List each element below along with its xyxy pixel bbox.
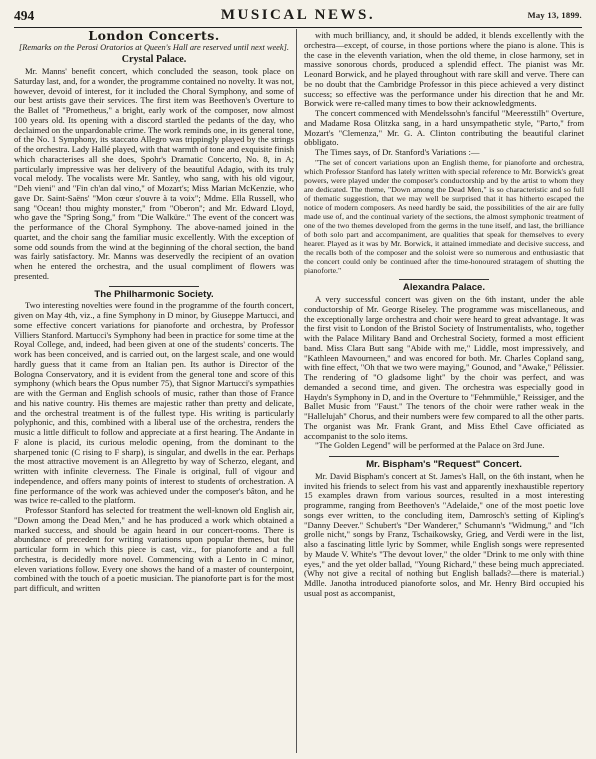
publication-title: MUSICAL NEWS. — [220, 7, 376, 23]
section-divider — [329, 456, 559, 457]
left-column — [14, 28, 294, 594]
bispham-heading: Mr. Bispham's "Request" Concert. — [366, 459, 522, 471]
times-quotation: "The set of concert variations upon an English theme, for pianoforte and orchestra, which Professor Stanford has lately written with special reference to Mr. Borwick's great powers, were played under the composer's conductorship and by the artist to whom they are dedicated. The theme, "Down among the Dead Men," is so characteristic and so full of thematic suggestion, that we may well be surprised that it has hitherto escaped the notice of modern composers. As need hardly be said, the possibilities of the air are fully made use of, and the continual variety of the sections, the almost symphonic treatment of one of the two themes developed from the germs in the tune itself, and last, the brilliance of both solo part and accompaniment, are qualities that speak for themselves to every hearer. Played as it was by Mr. Borwick, it attained immediate and decisive success, and the recalls both of the composer and the soloist were so numerous and enthusiastic that the concert could only be continued after the time-honoured stratagem of shutting the pianoforte." — [304, 157, 584, 276]
section-title: London Concerts. — [88, 28, 220, 43]
running-header — [14, 7, 582, 27]
bispham-paragraph: Mr. David Bispham's concert at St. James's Hall, on the 6th instant, when he invited his friends to select from his vast and apparently inexhaustible repertory 15 examples drawn from various sources, resulted in a most interesting programme, ranging from Beethoven's "Adelaide," one of the most poetic love songs ever written, to the concluding item, Damrosch's setting of Kipling's "Danny Deever." Schubert's "Der Wanderer," Schumann's "Widmung," and "Ich grolle nicht," songs by Franz, Tschaikowsky, Grieg, and Verdi were in the list, also a fascinating little lyric by Sommer, while English songs were represented by Maude V. White's "The devout lover," the older "Drink to me only with thine eyes," and the yet older ballad, "Young Richard," these being much appreciated. (Why not give a recital of nothing but English ballads?—there is material.) Mdlle. Janotha introduced pianoforte solos, and Mr. Henry Bird occupied his usual post as accompanist, — [304, 470, 584, 598]
section-divider — [399, 279, 489, 280]
philharmonic-paragraph-1: Two interesting novelties were found in the programme of the fourth concert, given on May 4th, viz., a fine Symphony in D minor, by Giuseppe Martucci, and some effective concert variations for pianoforte and orchestra, by Professor Villiers Stanford. Martucci's Symphony had been in practice for some time at the Royal College, and, indeed, had been given at one of the students' concerts. The work has been conceived, and is carried out, on the largest scale, and one would hardly guess that it came from an Italian pen. Its author is Director of the Bologna Conservatory, and it is evident from the general tone and score of this symphony (which bears the Opus number 75), that Signor Martucci's sympathies are with the German and English schools of music, rather than those of France and his native country. His themes are majestic rather than pretty and delicate, and the orchestral treatment is of the fullest type. His writing is particularly polyphonic, and this, combined with a liberal use of the orchestra, renders the music a little difficult to follow and appreciate at a first hearing. The Andante in F alone is placid, its curious melodic opening, from the dominant to the sharpened tonic (C rising to F sharp), is singular, and dwells in the ear. Perhaps the most attractive movement is an Allegretto by way of Scherzo, elegant, and written with infinite cleverness. The Finale is original, full of vigour and independence, and offers many points of interest to students of orchestration. A fine performance of the work was achieved under the composer's bâton, and he was twice re-called to the platform. — [14, 300, 294, 506]
stanford-paragraph-continued: with much brilliancy, and, it should be added, it blends excellently with the orchestra—except, of course, in those portions where the piano is alone. This is the case in the eleventh variation, when the old theme, in close harmony, set in massive sonorous chords, produced a splendid effect. The pianist was Mr. Leonard Borwick, and he played throughout with rare skill and verve. There can be no doubt that the Cambridge Professor in this piece achieved a very distinct success; so effective was the performance under his direction that he and Mr. Borwick were re-called many times to bow their acknowledgments. — [304, 30, 584, 109]
times-intro: The Times says, of Dr. Stanford's Variations :— — [315, 147, 480, 157]
alexandra-palace-heading: Alexandra Palace. — [402, 282, 486, 294]
philharmonic-heading: The Philharmonic Society. — [94, 288, 214, 300]
alexandra-paragraph-2: "The Golden Legend" will be performed at the Palace on 3rd June. — [315, 440, 545, 451]
page-number: 494 — [14, 8, 35, 23]
crystal-palace-heading: Crystal Palace. — [121, 54, 187, 66]
crystal-palace-body: Mr. Manns' benefit concert, which concluded the season, took place on Saturday last, and, for a wonder, the programme contained no novelty. It was not, however, devoid of interest, for it included the Choral Symphony, and some of our best artists gave their services. The first item was Beethoven's Overture to the Ballet of "Prometheus," a bright, early work of the composer, now almost 100 years old. Its opening with a discord startled the pedants of the day, who declaimed on the unpardonable crime. The work reminds one, in its general tone, of the No. 1 Symphony, its staccato Allegro was trippingly played by the strings of the orchestra. Lady Hallé played, with that warmth of tone and exquisite finish which characterises all she does, Spohr's Dramatic Concerto, No. 8, in A; particularly impressive was her delivery of the beautiful Adagio, with its truly vocal melody. The vocalists were Mr. Santley, who sang, with his old vigour, "Deh vieni" and "Fin ch'an dal vino," of Mozart's; Miss Marian McKenzie, who gave Dr. Saint-Saëns' "Mon cœur s'ouvre à ta voix"; Mdme. Ella Russell, who sang "Ocean! thou mighty monster," from "Oberon"; and Mr. Edward Lloyd, who gave the "Spring Song," from "Die Walküre." The event of the concert was the performance of the Choral Symphony. The above-named joined in the quartet, and the choir sang the familiar music excellently. With the exception of some odd sounds from the wind at the beginning of the choral section, the band was fairly satisfactory. Mr. Manns was deservedly the recipient of an ovation when he entered the orchestra, and the usual compliment of flowers was presented. — [14, 66, 294, 281]
section-divider — [109, 286, 199, 287]
mendelssohn-paragraph: The concert commenced with Mendelssohn's fanciful "Meeresstilh" Overture, and Madame Rosa Olitzka sang, in a hard unsympathetic style, "Parto," from Mozart's "Clemenza," Mr. G. A. Clinton contributing the beautiful clarinet obbligato. — [304, 108, 584, 148]
editorial-note: [Remarks on the Perosi Oratorios at Queen's Hall are reserved until next week]. — [19, 42, 289, 52]
column-divider — [296, 29, 297, 753]
issue-date: May 13, 1899. — [527, 10, 582, 20]
philharmonic-paragraph-2: Professor Stanford has selected for treatment the well-known old English air, "Down among the Dead Men," and he has produced a work which obtained a marked success, and should be again heard in our concert-rooms. There is abundance of precedent for writing variations upon popular themes, but the particular form in which this piece is cast, viz., for pianoforte and a full orchestra, is decidedly more novel. Commencing with a Lento in C minor, eleven variations follow. Every one shows the hand of a master of counterpoint, combined with the touch of a poetic musician. The pianoforte part is for the most part difficult, and written — [14, 505, 294, 594]
right-column — [304, 31, 584, 599]
alexandra-paragraph-1: A very successful concert was given on the 6th instant, under the able conductorship of Mr. George Riseley. The programme was miscellaneous, and the exceptionally large orchestra and choir were heard to great advantage. It was the first visit to London of the Bristol Society of Instrumentalists, who, together with the Palace Military Band and Orchestral Society, formed a most efficient band. Miss Clara Butt sang "Abide with me," Liddle, most impressively, and "Kathleen Mavourneen," and was encored for both. Mr. Charles Copland sang, with fine effect, "Oh that we two were maying," Gounod, and "Awake," Pélissier. The rendering of "O gladsome light" by the choir was perfect, and was demanded a second time, and given. The orchestra was especially good in Haydn's Symphony in D, and in the Overture to "Fehmmühle," Reissiger, and the Ballet Music from "Faust." The tenors of the choir were rather weak in the "Hallelujah" Chorus, and their numbers were few compared to all the other parts. The organist was Mr. Frank Grant, and Miss Ethel Cave officiated as accompanist to the solo items. — [304, 294, 584, 441]
